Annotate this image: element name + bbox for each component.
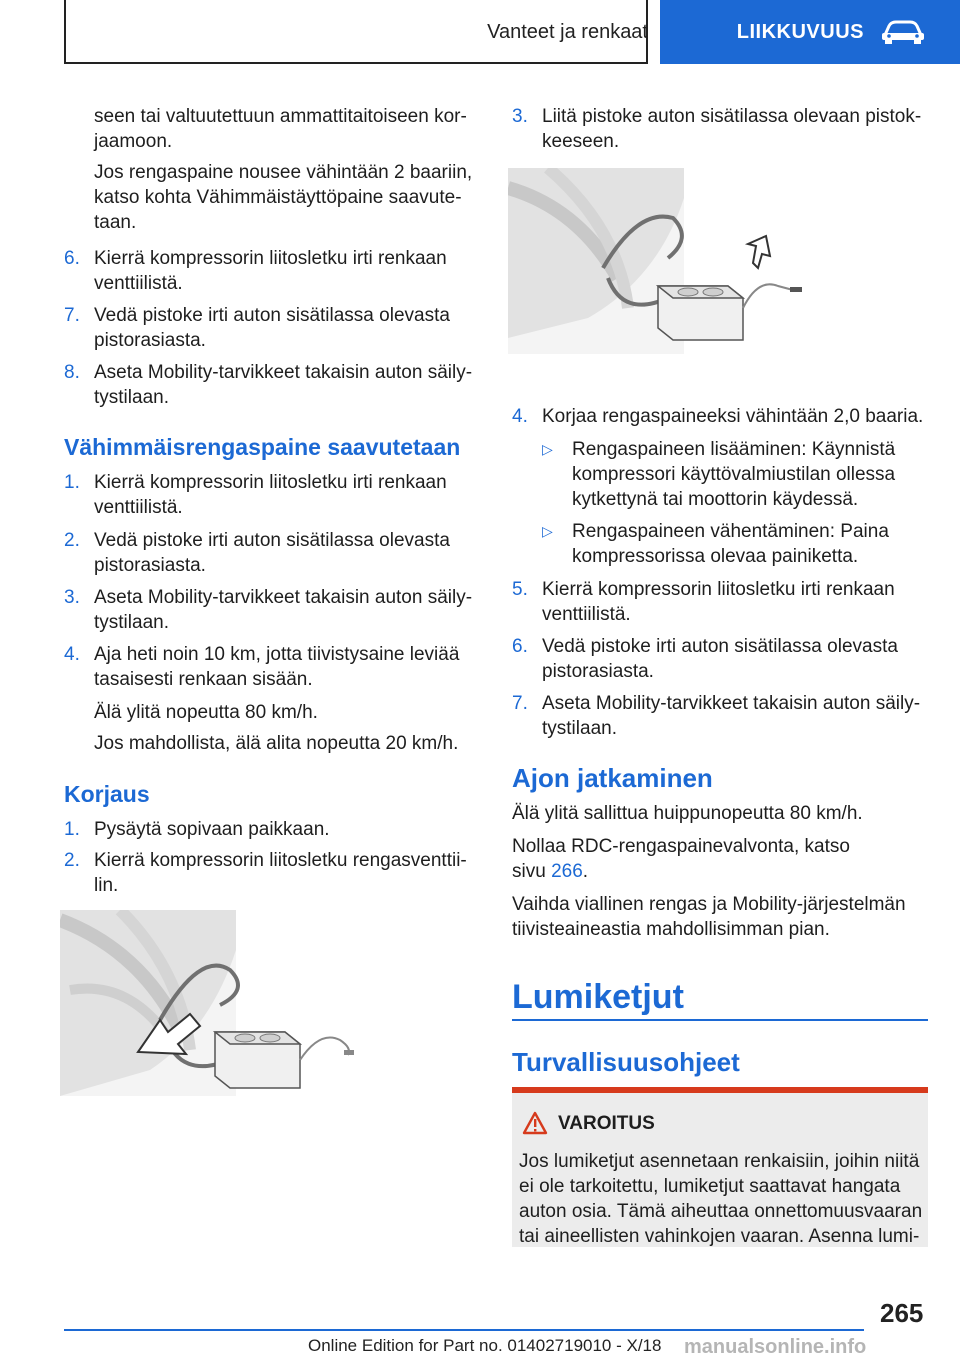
heading-min-pressure: Vähimmäisrengaspaine saavutetaan xyxy=(64,434,461,460)
step-number: 2. xyxy=(64,530,80,551)
note-speed-max: Älä ylitä nopeutta 80 km/h. xyxy=(94,702,318,723)
heading-korjaus: Korjaus xyxy=(64,781,150,807)
illustration-compressor-socket xyxy=(508,168,808,354)
step-number: 6. xyxy=(64,248,80,269)
step-number: 7. xyxy=(64,305,80,326)
footer-divider xyxy=(64,1329,864,1331)
heading-turvallisuusohjeet: Turvallisuusohjeet xyxy=(512,1047,740,1077)
page-link-266[interactable]: 266 xyxy=(551,861,583,882)
step-number: 8. xyxy=(64,362,80,383)
step-number: 4. xyxy=(512,406,528,427)
ajon-paragraph-1: Älä ylitä sallittua huippunopeutta 80 km/h. xyxy=(512,803,863,824)
warning-triangle-icon xyxy=(522,1111,548,1135)
step-number: 1. xyxy=(64,819,80,840)
arrow-icon xyxy=(748,236,770,268)
chapter-tab[interactable] xyxy=(660,0,960,64)
heading-ajon-jatkaminen: Ajon jatkaminen xyxy=(512,763,713,793)
footer-edition: Online Edition for Part no. 01402719010 - X/18 xyxy=(308,1336,662,1355)
continued-paragraph: seen tai valtuutettuun ammattitaitoiseen kor- jaamoon. xyxy=(94,106,467,152)
min-pressure-paragraph: Jos rengaspaine nousee vähintään 2 baariin, katso kohta Vähimmäistäyttöpaine saavute- taan. xyxy=(94,162,473,233)
step-number: 2. xyxy=(64,850,80,871)
step-number: 7. xyxy=(512,693,528,714)
step-number: 4. xyxy=(64,644,80,665)
step-number: 6. xyxy=(512,636,528,657)
chapter-title: LIIKKUVUUS xyxy=(736,20,864,43)
heading-lumiketjut: Lumiketjut xyxy=(512,978,684,1016)
heading-divider xyxy=(512,1019,928,1021)
step-number: 3. xyxy=(64,587,80,608)
triangle-bullet-icon: ▷ xyxy=(542,523,553,539)
illustration-compressor-valve xyxy=(60,910,360,1096)
note-speed-min: Jos mahdollista, älä alita nopeutta 20 km/h. xyxy=(94,733,459,754)
warning-title: VAROITUS xyxy=(558,1113,655,1134)
car-icon xyxy=(880,19,926,45)
step-number: 3. xyxy=(512,106,528,127)
warning-box xyxy=(512,1087,928,1247)
step-number: 1. xyxy=(64,472,80,493)
section-title: Vanteet ja renkaat xyxy=(487,20,648,43)
watermark: manualsonline.info xyxy=(684,1336,867,1358)
step-number: 5. xyxy=(512,579,528,600)
triangle-bullet-icon: ▷ xyxy=(542,441,553,457)
page-number: 265 xyxy=(880,1298,924,1328)
ajon-paragraph-2: Nollaa RDC-rengaspainevalvonta, katso sivu 266. xyxy=(512,836,850,882)
warning-text: Jos lumiketjut asennetaan renkaisiin, joihin niitä ei ole tarkoitettu, lumiketjut saattavat hangata auton osia. Tämä aiheuttaa onnettomuusvaaran tai aineellisten vahinkojen vaaran. Asenna lumi- xyxy=(519,1151,923,1247)
ajon-paragraph-3: Vaihda viallinen rengas ja Mobility-järjestelmän tiivisteaineastia mahdollisimman pian. xyxy=(512,894,906,940)
